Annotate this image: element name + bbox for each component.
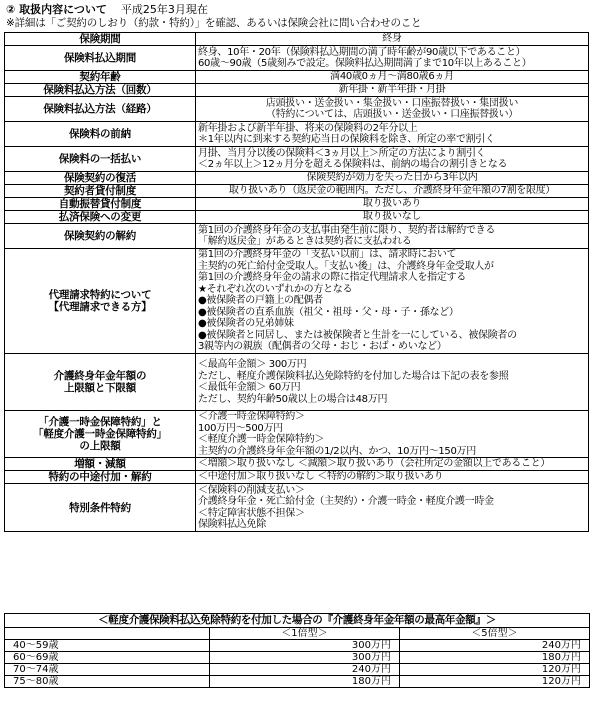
row-value	[196, 97, 589, 122]
table-row	[5, 122, 589, 147]
row-value	[196, 185, 589, 198]
row-key: 保険料の一括払い	[5, 147, 196, 172]
section-title: ② 取扱内容について	[6, 3, 107, 16]
row-value	[196, 224, 589, 249]
value-1x-cell: 300万円	[210, 652, 400, 664]
row-value: 終身	[196, 33, 589, 46]
value-line: 3親等内の親族（配偶者の父母・おじ・おば・めいなど）	[198, 341, 447, 353]
value-line: 新年掛および新半年掛、将来の保険料の2年分以上	[198, 122, 418, 134]
value-line: ●被保険者の直系血族（祖父・祖母・父・母・子・孫など）	[198, 306, 459, 318]
row-key: 保険契約の復活	[5, 172, 196, 185]
value-line: 主契約の死亡給付金受取人。「支払い後」は、介護終身年金受取人が	[198, 260, 494, 272]
table-row	[5, 71, 589, 84]
value-line: 第1回の介護終身年金の請求の際に指定代理請求人を指定する	[198, 272, 466, 284]
row-value	[196, 249, 589, 354]
sub-header-blank	[5, 628, 210, 640]
row-key-line: 「介護一時金保障特約」と	[38, 416, 162, 428]
value-line: ＜最低年金額＞ 60万円	[198, 382, 301, 393]
value-line: 60歳～90歳（5歳刻みで設定。保険料払込期間満了まで10年以上あること）	[198, 58, 532, 69]
table-row	[5, 664, 590, 676]
value-line: ★それぞれ次のいずれかの方となる	[198, 283, 353, 295]
row-value	[196, 211, 589, 224]
value-line: 取り扱いなし	[362, 211, 422, 223]
table-row	[5, 224, 589, 249]
table-row	[5, 172, 589, 185]
row-key: 払済保険への変更	[5, 211, 196, 224]
row-key: 自動振替貸付制度	[5, 198, 196, 211]
row-key: 保険契約の解約	[5, 224, 196, 249]
table-row	[5, 249, 589, 354]
as-of-date: 平成25年3月現在	[120, 3, 208, 16]
value-1x-cell: 300万円	[210, 640, 400, 652]
col-5x-header: ＜5倍型＞	[400, 628, 590, 640]
row-value	[196, 411, 589, 458]
value-line: 店頭扱い・送金扱い・集金扱い・口座振替扱い・集団扱い	[265, 97, 519, 109]
row-key-line: の上限額	[79, 440, 121, 452]
row-value	[196, 484, 589, 532]
value-line: ＜特定障害状態不担保＞	[198, 507, 305, 519]
row-key: 保険料の前納	[5, 122, 196, 147]
value-line: 終身、10年・20年（保険料払込期間の満了時年齢が90歳以下であること）	[198, 46, 526, 58]
sub-table-header-row	[5, 628, 590, 640]
value-line: 100万円～500万円	[198, 422, 283, 434]
table-row	[5, 484, 589, 532]
row-key: 契約者貸付制度	[5, 185, 196, 198]
age-cell: 60～69歳	[5, 652, 210, 664]
row-value	[196, 46, 589, 71]
row-value	[196, 471, 589, 484]
section-header	[6, 3, 208, 16]
row-key-line: 代理請求特約について	[48, 289, 152, 301]
row-key-line: 「軽度介護一時金保障特約」	[33, 428, 167, 440]
age-cell: 40～59歳	[5, 640, 210, 652]
row-value	[196, 71, 589, 84]
table-row	[5, 411, 589, 458]
table-row	[5, 198, 589, 211]
value-line: 取り扱いあり	[362, 198, 422, 210]
value-line: 取り扱いあり（返戻金の範囲内。ただし、介護終身年金年額の7割を限度）	[228, 185, 556, 197]
row-value	[196, 354, 589, 411]
value-line: 月掛、当月分以後の保険料＜3ヵ月以上＞所定の方法により割引く	[198, 147, 486, 159]
value-line: ただし、軽度介護保険料払込免除特約を付加した場合は下記の表を参照	[198, 370, 509, 382]
value-line: 介護終身年金・死亡給付金（主契約）・介護一時金・軽度介護一時金	[198, 496, 494, 507]
value-line: ●被保険者の戸籍上の配偶者	[198, 295, 323, 307]
sub-table-title-row	[5, 614, 590, 628]
table-row	[5, 185, 589, 198]
row-key: 契約年齢	[5, 71, 196, 84]
row-key-line: 【代理請求できる方】	[48, 301, 152, 313]
row-key: 特約の中途付加・解約	[5, 471, 196, 484]
row-value	[196, 172, 589, 185]
row-key: 特別条件特約	[5, 484, 196, 532]
value-5x-cell: 180万円	[400, 652, 590, 664]
row-value	[196, 84, 589, 97]
value-line: 主契約の介護終身年金年額の1/2以内、かつ、10万円～150万円	[198, 445, 476, 457]
value-line: ●被保険者と同居し、または被保険者と生計を一にしている、被保険者の	[198, 329, 517, 341]
row-value	[196, 198, 589, 211]
row-key: 保険料払込方法（回数）	[5, 84, 196, 97]
col-1x-header: ＜1倍型＞	[210, 628, 400, 640]
value-line: ＜最高年金額＞ 300万円	[198, 359, 307, 370]
product-terms-table	[4, 32, 589, 532]
value-line: ただし、契約年齢50歳以上の場合は48万円	[198, 393, 388, 405]
table-row	[5, 147, 589, 172]
detail-note: ※詳細は「ご契約のしおり（約款・特約）」を確認、あるいは保険会社に問い合わせのこと	[6, 17, 422, 29]
value-line: ＜軽度介護一時金保障特約＞	[198, 434, 325, 445]
table-row	[5, 211, 589, 224]
value-line: 保険料払込免除	[198, 519, 266, 530]
table-row	[5, 46, 589, 71]
table-row	[5, 640, 590, 652]
table-row	[5, 97, 589, 122]
table-row-header	[5, 33, 589, 46]
row-key	[5, 249, 196, 354]
table-row	[5, 471, 589, 484]
row-key: 増額・減額	[5, 458, 196, 471]
table-row	[5, 652, 590, 664]
row-key: 保険料払込方法（経路）	[5, 97, 196, 122]
table-row	[5, 354, 589, 411]
value-line: 第1回の介護終身年金の「支払い以前」は、請求時において	[198, 249, 457, 261]
value-line: ＜中途付加＞取り扱いなし ＜特約の解約＞取り扱いあり	[198, 471, 444, 483]
table-row	[5, 458, 589, 471]
value-5x-cell: 120万円	[400, 664, 590, 676]
table-row	[5, 84, 589, 97]
value-line: 第1回の介護終身年金の支払事由発生前に限り、契約者は解約できる	[198, 224, 496, 236]
value-line: ＊1年以内に到来する契約応当日の保険料を除き、所定の率で割引く	[198, 134, 495, 145]
value-line: （特約については、店頭扱い・送金扱い・口座振替扱い）	[266, 109, 518, 120]
value-line: 保険契約が効力を失った日から3年以内	[306, 172, 478, 184]
value-line: 満40歳0ヵ月～満80歳6ヵ月	[330, 71, 454, 83]
row-key: 保険期間	[5, 33, 196, 46]
value-line: 「解約返戻金」があるときは契約者に支払われる	[198, 236, 412, 247]
value-line: 新年掛・新半年掛・月掛	[338, 84, 446, 96]
value-line: ＜介護一時金保障特約＞	[198, 411, 305, 422]
row-key	[5, 354, 196, 411]
value-1x-cell: 180万円	[210, 676, 400, 688]
value-line: ＜2ヵ年以上＞12ヵ月分を超える保険料は、前納の場合の割引きとなる	[198, 159, 508, 170]
row-key: 保険料払込期間	[5, 46, 196, 71]
sub-table-title: ＜軽度介護保険料払込免除特約を付加した場合の『介護終身年金年額の最高年金額』＞	[5, 614, 590, 628]
row-key-line: 上限額と下限額	[63, 382, 137, 394]
max-annuity-table	[4, 613, 590, 688]
row-value	[196, 458, 589, 471]
value-5x-cell: 240万円	[400, 640, 590, 652]
age-cell: 75～80歳	[5, 676, 210, 688]
age-cell: 70～74歳	[5, 664, 210, 676]
value-line: ＜保険料の削減支払い＞	[198, 484, 305, 496]
value-5x-cell: 120万円	[400, 676, 590, 688]
row-value	[196, 122, 589, 147]
value-line: ●被保険者の兄弟姉妹	[198, 318, 294, 330]
row-key-line: 介護終身年金年額の	[53, 370, 147, 382]
table-row	[5, 676, 590, 688]
value-1x-cell: 240万円	[210, 664, 400, 676]
row-value	[196, 147, 589, 172]
value-line: ＜増額＞取り扱いなし ＜減額＞取り扱いあり（会社所定の金額以上であること）	[198, 458, 551, 470]
row-key	[5, 411, 196, 458]
